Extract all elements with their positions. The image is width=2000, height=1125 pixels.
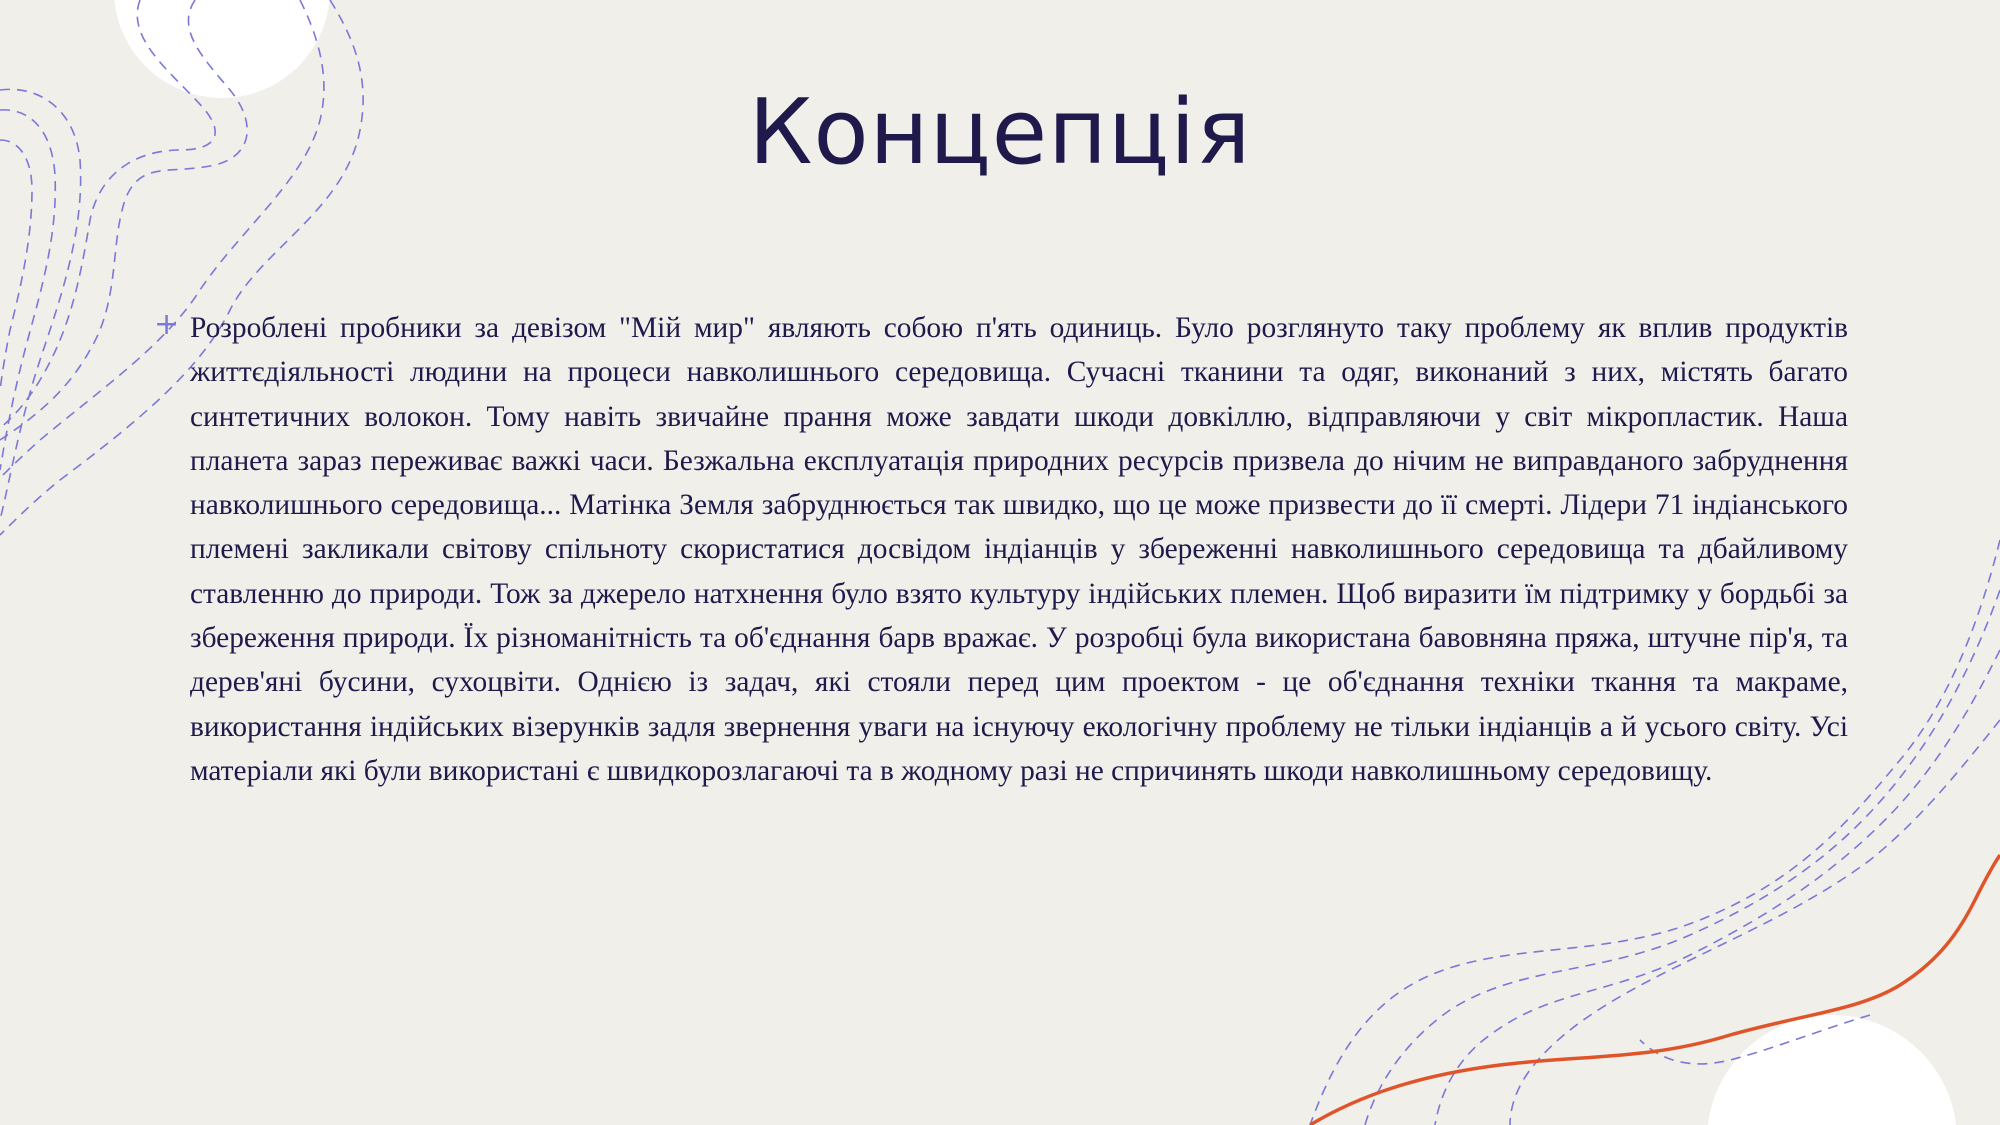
slide-body <box>190 306 1848 793</box>
slide-title: Концепція <box>748 80 1252 185</box>
orange-accent-curve <box>1310 855 2000 1125</box>
bottom-right-circle <box>1707 1015 1957 1125</box>
concept-paragraph: Розроблені пробники за девізом "Мій мир" являють собою п'ять одиниць. Було розглянуто таку проблему як вплив продуктів життєдіяльності людини на процеси навколишнього середовища. Сучасні тканини та одяг, виконаний з них, містять багато синтетичних волокон. Тому навіть звичайне прання може завдати шкоди довкіллю, відправляючи у світ мікропластик. Наша планета зараз переживає важкі часи. Безжальна експлуатація природних ресурсів призвела до нічим не виправданого забруднення навколишнього середовища... Матінка Земля забруднюється так швидко, що це може призвести до її смерті. Лідери 71 індіанського племені закликали світову спільноту скористатися досвідом індіанців у збереженні навколишнього середовища та дбайливому ставленню до природи. Тож за джерело натхнення було взято культуру індійських племен. Щоб виразити їм підтримку у бордьбі за збереження природи. Їх різноманітність та об'єднання барв вражає. У розробці була використана бавовняна пряжа, штучне пір'я, та дерев'яні бусини, сухоцвіти. Однією із задач, які стояли перед цим проектом - це об'єднання техніки ткання та макраме, використання індійських візерунків задля звернення уваги на існуючу екологічну проблему не тільки індіанців а й усього світу. Усі матеріали які були використані є швидкорозлагаючі та в жодному разі не спричинять шкоди навколишньому середовищу. <box>190 312 1848 787</box>
bullet-plus-icon: + <box>154 307 180 342</box>
